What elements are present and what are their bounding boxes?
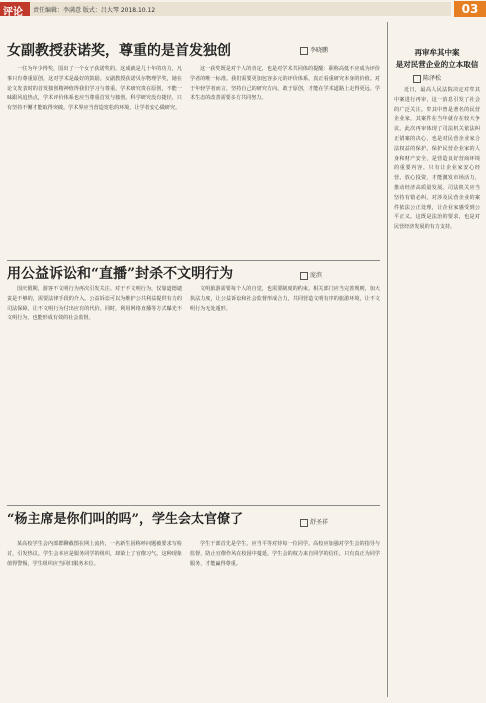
- author-marker-icon: [413, 75, 421, 83]
- sidebar-author: 陈泽松: [423, 75, 442, 82]
- article1-column-2: 这一获奖既是对个人的肯定，也是对学术共同体的提醒：职称高低不应成为评价学者的唯一标准。我们需要更加包容多元的评价体系，真正看重研究本身的价值。对于年轻学者而言，坚持自己的研究方向、敢于原创，才能在学术道路上走得更远。学术生态的改善需要多方共同努力。: [190, 66, 380, 102]
- page-header: [0, 0, 486, 20]
- article2-column-1: 国庆假期，游客不文明行为再次引发关注。对于不文明行为，仅靠道德谴责是不够的，需要法律手段的介入。公益诉讼可以为维护公共利益提供有力的司法保障，让不文明行为付出应有的代价。同时，利用网络直播等方式曝光不文明行为，也能形成有效的社会监督。: [7, 286, 182, 322]
- page-number: 03: [454, 1, 486, 17]
- sidebar-title-line1: 再审牟其中案: [414, 48, 460, 57]
- sidebar-byline: [413, 73, 441, 83]
- header-editors: 责任编辑：李满意 版式：吕大琴 2018.10.12: [33, 7, 156, 14]
- article3-column-2: 学生干部首先是学生，应当平等对待每一位同学。高校应加强对学生会的指导与监督，防止官僚作风在校园中蔓延。学生会的权力来自同学的信任，只有真正为同学服务，才能赢得尊重。: [190, 541, 380, 567]
- article-divider: [7, 260, 380, 261]
- article2-title: 用公益诉讼和“直播”封杀不文明行为: [7, 266, 234, 282]
- author-marker-icon: [300, 272, 308, 280]
- article2-byline: [300, 270, 322, 280]
- article-divider: [7, 505, 380, 506]
- article3-author: 舒圣祥: [310, 519, 329, 526]
- sidebar-title-line2: 是对民营企业的立本取信: [395, 60, 479, 69]
- article1-author: 李晓鹏: [310, 47, 329, 54]
- column-divider: [387, 22, 388, 697]
- article3-title: “杨主席是你们叫的吗”，学生会太官僚了: [7, 512, 243, 527]
- article1-title: 女副教授获诺奖，尊重的是首发独创: [7, 43, 231, 59]
- article2-column-2: 文明旅游需要每个人的自觉，也需要制度的约束。相关部门应当完善规则，加大执法力度，让公益诉讼和社会监督形成合力，共同营造文明有序的旅游环境，让不文明行为无处遁形。: [190, 286, 380, 312]
- author-marker-icon: [300, 47, 308, 55]
- article3-column-1: 某高校学生会内部群聊截图在网上流传，一名新生因称呼问题被要求写检讨，引发热议。学生会本应是服务同学的组织，却染上了官僚习气。这种现象值得警惕，学生组织应当回归服务本位。: [7, 541, 182, 567]
- article2-author: 庞滨: [310, 272, 323, 279]
- author-marker-icon: [300, 519, 308, 527]
- sidebar-body: 近日，最高人民法院决定对牟其中案进行再审，这一消息引发了社会的广泛关注。牟其中曾是著名的民营企业家，其案件在当年就存在较大争议。此次再审体现了司法机关依法纠正错案的决心，也是对民营企业家合法权益的保护。保护民营企业家的人身和财产安全，是营造良好营商环境的重要内容。只有让企业家安心经营、放心投资，才能激发市场活力，推动经济高质量发展。司法机关应当坚持有错必纠，对涉及民营企业的案件依法公正处理，让企业家感受到公平正义。这既是法治的要求，也是对民营经济发展的有力支持。: [394, 87, 480, 231]
- article3-byline: [300, 517, 328, 527]
- article1-column-1: 一往为年少得奖，国出了一个女子获诺奖的。这成就是几十年的功力，凡事只有尊重原创，这对学术是最好的鼓励。女副教授获诺贝尔物理学奖，她在论文发表时的首发独创精神值得我们学习与尊重。学术研究贵在原创，不能一味跟风追热点，学术评价体系也应当尊重首发与独创。科学研究没有捷径，只有坚持不懈才能取得突破。学术界应当营造宽松的环境，让学者安心做研究。: [7, 66, 182, 112]
- article1-byline: [300, 45, 328, 55]
- section-title: 评论: [3, 7, 23, 18]
